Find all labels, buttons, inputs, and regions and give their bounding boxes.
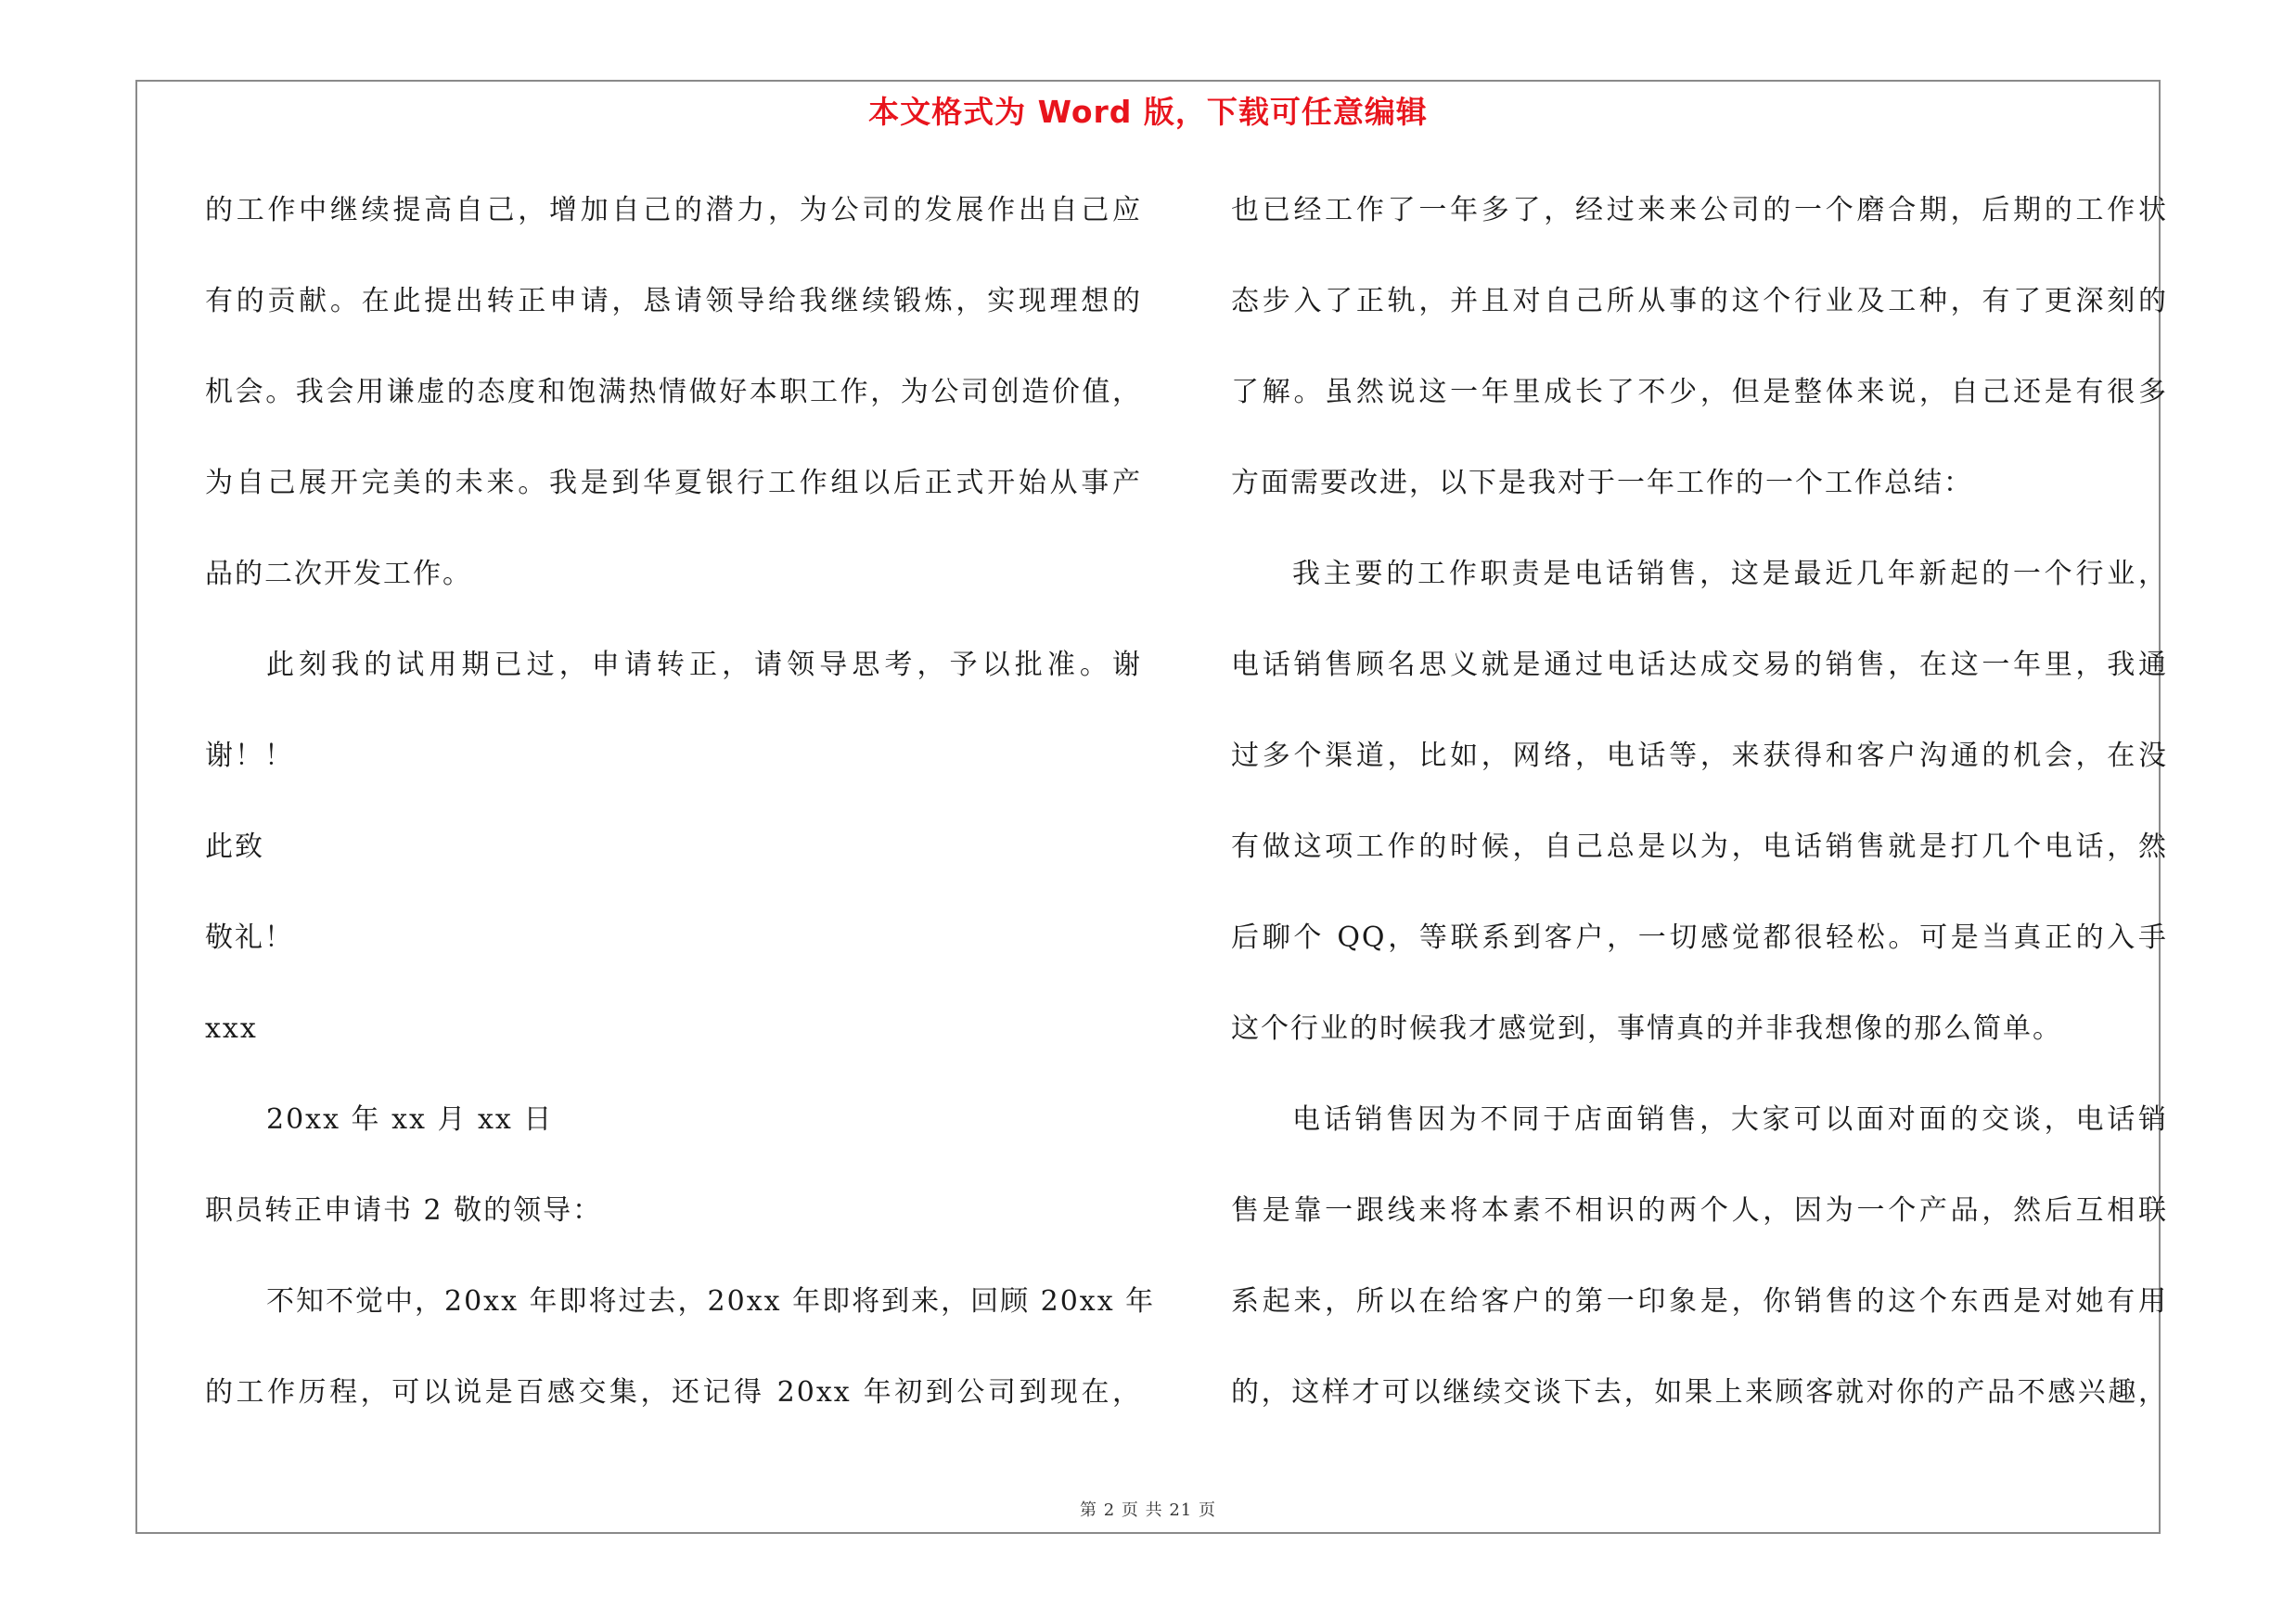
word-format-banner: 本文格式为 Word 版，下载可任意编辑 xyxy=(868,94,1428,130)
text-line: 的，这样才可以继续交谈下去，如果上来顾客就对你的产品不感兴趣， xyxy=(1231,1376,2168,1409)
text-line: 方面需要改进，以下是我对于一年工作的一个工作总结： xyxy=(1231,467,1973,499)
text-line: 敬礼！ xyxy=(205,921,294,954)
text-line: 了解。虽然说这一年里成长了不少，但是整体来说，自己还是有很多 xyxy=(1231,376,2168,408)
text-line: 这个行业的时候我才感觉到，事情真的并非我想像的那么简单。 xyxy=(1231,1012,2062,1045)
text-line: 不知不觉中，20xx 年即将过去，20xx 年即将到来，回顾 20xx 年 xyxy=(266,1285,1156,1318)
left-text-column xyxy=(205,186,1156,1459)
text-line: 谢！！ xyxy=(205,740,294,772)
text-line: 电话销售顾名思义就是通过电话达成交易的销售，在这一年里，我通 xyxy=(1231,649,2168,681)
text-line: 机会。我会用谦虚的态度和饱满热情做好本职工作，为公司创造价值， xyxy=(205,376,1142,408)
text-line: 后聊个 QQ，等联系到客户，一切感觉都很轻松。可是当真正的入手 xyxy=(1231,921,2168,954)
text-line: 也已经工作了一年多了，经过来来公司的一个磨合期，后期的工作状 xyxy=(1231,194,2168,226)
text-line: 20xx 年 xx 月 xx 日 xyxy=(266,1103,554,1136)
text-line: 系起来，所以在给客户的第一印象是，你销售的这个东西是对她有用 xyxy=(1231,1285,2168,1318)
text-line: 电话销售因为不同于店面销售，大家可以面对面的交谈，电话销 xyxy=(1292,1103,2168,1136)
right-text-column xyxy=(1231,186,2168,1459)
text-line: 过多个渠道，比如，网络，电话等，来获得和客户沟通的机会，在没 xyxy=(1231,740,2168,772)
text-line: 此致 xyxy=(205,831,264,863)
text-line: 的工作历程，可以说是百感交集，还记得 20xx 年初到公司到现在， xyxy=(205,1376,1142,1409)
text-line: 的工作中继续提高自己，增加自己的潜力，为公司的发展作出自己应 xyxy=(205,194,1142,226)
text-line: xxx xyxy=(205,1012,258,1045)
text-line: 有的贡献。在此提出转正申请，恳请领导给我继续锻炼，实现理想的 xyxy=(205,285,1142,317)
text-line: 我主要的工作职责是电话销售，这是最近几年新起的一个行业， xyxy=(1292,558,2168,590)
page-number-footer: 第 2 页 共 21 页 xyxy=(1080,1501,1216,1520)
text-line: 职员转正申请书 2 敬的领导： xyxy=(205,1194,603,1227)
text-line: 态步入了正轨，并且对自己所从事的这个行业及工种，有了更深刻的 xyxy=(1231,285,2168,317)
text-line: 售是靠一跟线来将本素不相识的两个人，因为一个产品，然后互相联 xyxy=(1231,1194,2168,1227)
text-line: 为自己展开完美的未来。我是到华夏银行工作组以后正式开始从事产 xyxy=(205,467,1142,499)
text-line: 此刻我的试用期已过，申请转正，请领导思考，予以批准。谢 xyxy=(266,649,1142,681)
text-line: 有做这项工作的时候，自己总是以为，电话销售就是打几个电话，然 xyxy=(1231,831,2168,863)
text-line: 品的二次开发工作。 xyxy=(205,558,472,590)
